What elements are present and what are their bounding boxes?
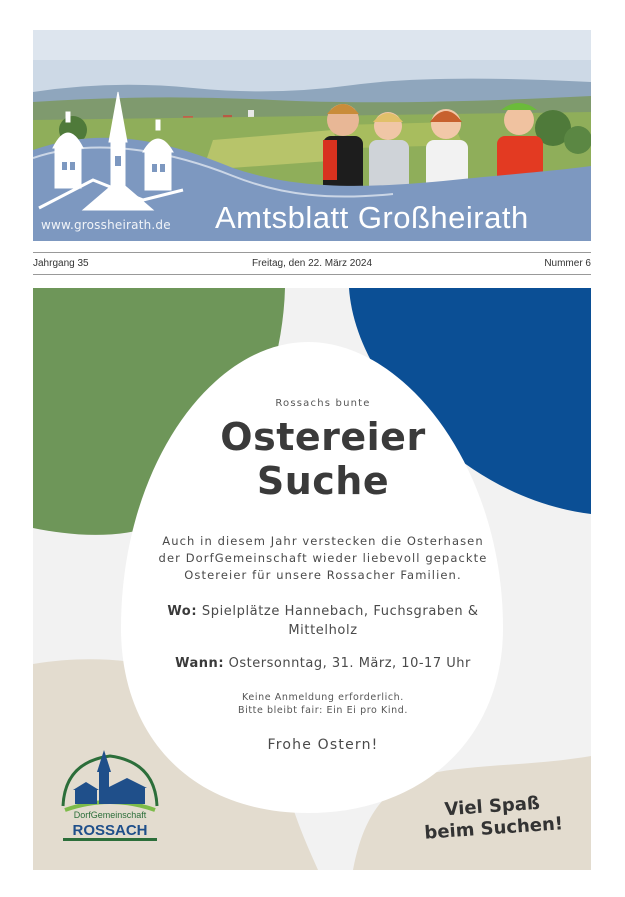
issue-number: Nummer 6 (544, 258, 591, 269)
slogan-line-2: beim Suchen! (423, 813, 564, 844)
when-value: Ostersonntag, 31. März, 10-17 Uhr (228, 656, 471, 671)
issue-info-bar (33, 252, 591, 275)
location-info (153, 602, 493, 640)
slogan-line-1: Viel Spaß (443, 792, 541, 821)
logo-org-name: DorfGemeinschaft (73, 810, 147, 820)
note-line-2: Bitte bleibt fair: Ein Ei pro Kind. (237, 705, 408, 716)
where-value: Spielplätze Hannebach, Fuchsgraben & Mittelholz (201, 604, 479, 638)
kicker-text: Rossachs bunte (275, 398, 371, 409)
website-url[interactable]: www.grossheirath.de (41, 218, 171, 232)
where-label: Wo: (167, 604, 198, 619)
egg-text (153, 328, 493, 753)
when-label: Wann: (175, 656, 225, 671)
dorfgemeinschaft-logo (55, 744, 165, 848)
header-banner (33, 30, 591, 241)
headline-line-2: Suche (256, 459, 390, 503)
rules-note (153, 691, 493, 717)
publication-title: Amtsblatt Großheirath (215, 200, 529, 235)
closing-greeting: Frohe Ostern! (267, 737, 379, 753)
note-line-1: Keine Anmeldung erforderlich. (242, 692, 404, 703)
headline (153, 415, 493, 503)
issue-date: Freitag, den 22. März 2024 (251, 258, 373, 269)
volume-label: Jahrgang 35 (33, 258, 89, 269)
time-info (123, 656, 523, 671)
easter-egg-hunt-poster (33, 288, 591, 870)
intro-paragraph: Auch in diesem Jahr verstecken die Osterhasen der DorfGemeinschaft wieder liebevoll gepackte Ostereier für unsere Rossacher Familien. (158, 534, 488, 582)
logo-village-name: ROSSACH (72, 822, 148, 839)
headline-line-1: Ostereier (220, 415, 426, 459)
